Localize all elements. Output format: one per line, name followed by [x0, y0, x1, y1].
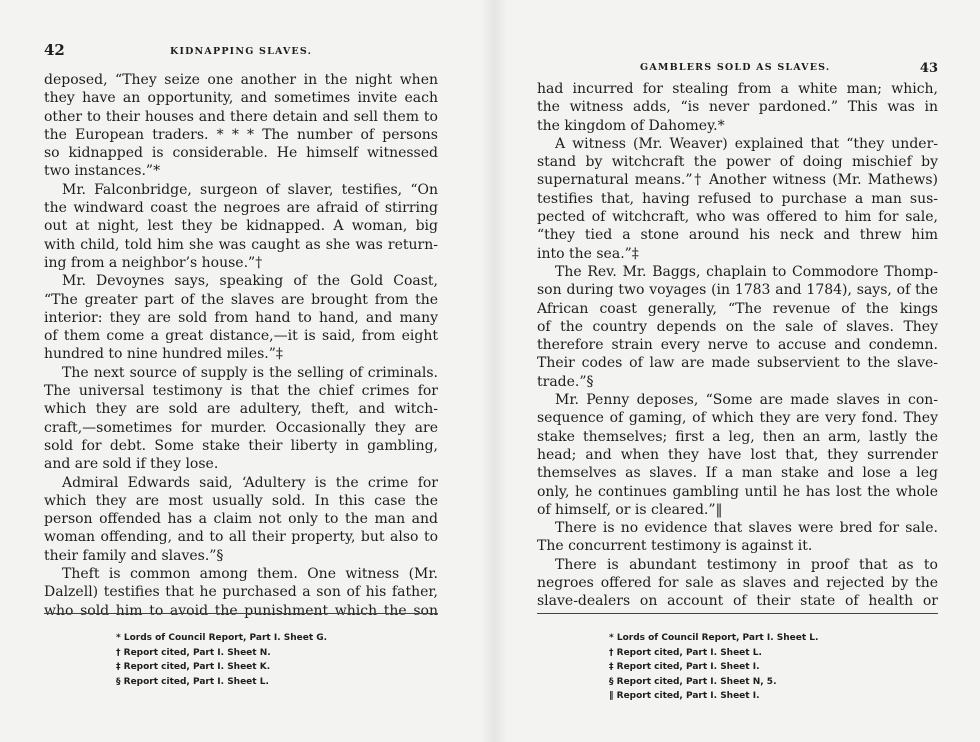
footnote: * Lords of Council Report, Part I. Sheet G. — [116, 633, 328, 643]
right-footnotes — [609, 631, 938, 704]
right-page-body — [537, 80, 938, 611]
text-line: negroes offered for sale as slaves and rejected by the — [537, 575, 938, 592]
text-line: Admiral Edwards said, ‘Adultery is the crime for — [62, 474, 438, 491]
left-page-body — [44, 71, 438, 620]
text-line: There is no evidence that slaves were bred for sale. — [555, 520, 938, 537]
footnote: ‖ Report cited, Part I. Sheet I. — [609, 691, 760, 702]
right-page-header — [537, 41, 938, 76]
text-line: interior: they are sold from hand to hand, and many — [44, 309, 438, 326]
text-line: their family and slaves.”§ — [44, 547, 224, 564]
text-line: the kingdom of Dahomey.* — [537, 117, 725, 134]
text-line: themselves as slaves. If a man stake and lose a leg — [537, 465, 938, 482]
left-page-header — [44, 41, 438, 61]
text-line: The universal testimony is that the chief crimes for — [44, 383, 438, 400]
text-line: sequence of gaming, of which they are very fond. They — [537, 410, 938, 427]
text-line: African coast generally, “The revenue of the kings — [537, 300, 938, 317]
text-line: into the sea.”‡ — [537, 245, 639, 262]
footnote: ‡ Report cited, Part I. Sheet K. — [116, 662, 271, 673]
text-line: pected of witchcraft, who was offered to him for sale, — [537, 209, 938, 226]
text-line: who sold him to avoid the punishment which the son — [44, 602, 438, 619]
footnote: † Report cited, Part I. Sheet L. — [609, 647, 762, 658]
text-line: The next source of supply is the selling of criminals. — [62, 364, 438, 381]
footnote: § Report cited, Part I. Sheet L. — [116, 676, 269, 687]
text-line: had incurred for stealing from a white man; which, — [537, 81, 938, 97]
text-line: only, he continues gambling until he has lost the whole — [537, 483, 938, 500]
right-running-title: GAMBLERS SOLD AS SLAVES. — [640, 62, 831, 73]
text-line: the windward coast the negroes are afraid of stirring — [44, 200, 438, 217]
text-line: two instances.”* — [44, 163, 161, 180]
left-running-title: KIDNAPPING SLAVES. — [170, 46, 313, 57]
text-line: trade.”§ — [537, 373, 594, 390]
text-line: testifies that, having refused to purchase a man sus- — [537, 190, 938, 207]
text-line: woman offending, and to all their property, but also to — [44, 529, 438, 546]
text-line: which they are most usually sold. In this case the — [44, 492, 438, 509]
text-line: ing from a neighbor’s house.”† — [44, 254, 263, 271]
right-page — [537, 0, 938, 742]
text-line: out at night, lest they be kidnapped. A woman, big — [44, 218, 438, 235]
footnote: † Report cited, Part I. Sheet N. — [116, 647, 271, 658]
text-line: The Rev. Mr. Baggs, chaplain to Commodore Thomp- — [555, 263, 938, 280]
text-line: which they are sold are adultery, theft, and witch- — [44, 401, 438, 418]
text-line: they have an opportunity, and sometimes invite each — [44, 90, 438, 107]
text-line: sold for debt. Some stake their liberty in gambling, — [44, 437, 438, 454]
footnote: ‡ Report cited, Part I. Sheet I. — [609, 662, 760, 673]
text-line: other to their houses and there detain and sell them to — [44, 108, 438, 125]
text-line: head; and when they have lost that, they surrender — [537, 446, 938, 463]
text-line: person offended has a claim not only to the man and — [44, 511, 438, 528]
right-page-number: 43 — [919, 61, 938, 76]
text-line: Their codes of law are made subservient to the slave- — [537, 355, 938, 372]
text-line: and are sold if they lose. — [44, 456, 219, 473]
text-line: the European traders. * * * The number of persons — [44, 126, 438, 143]
text-line: hundred to nine hundred miles.”‡ — [44, 346, 283, 363]
left-page — [44, 0, 438, 742]
footnote: § Report cited, Part I. Sheet N, 5. — [609, 676, 777, 687]
text-line: son during two voyages (in 1783 and 1784), says, of the — [537, 282, 938, 299]
text-line: stake themselves; first a leg, then an arm, lastly the — [537, 428, 938, 445]
text-line: Mr. Penny deposes, “Some are made slaves in con- — [555, 392, 938, 409]
text-line: of himself, or is cleared.”‖ — [537, 501, 723, 518]
text-line: therefore strain every nerve to accuse and condemn. — [537, 337, 938, 354]
footnote-rule — [44, 613, 438, 614]
footnote-rule — [537, 613, 938, 614]
text-line: Theft is common among them. One witness (Mr. — [62, 566, 438, 583]
text-line: supernatural means.”† Another witness (Mr. Mathews) — [537, 172, 938, 189]
text-line: slave-dealers on account of their state of health or — [537, 593, 938, 610]
text-line: There is abundant testimony in proof that as to — [555, 556, 938, 573]
text-line: with child, told him she was caught as she was return- — [44, 236, 438, 253]
text-line: of the country depends on the sale of slaves. They — [537, 318, 938, 335]
text-line: the witness adds, “is never pardoned.” This was in — [537, 99, 938, 116]
left-page-number: 42 — [44, 41, 65, 59]
text-line: deposed, “They seize one another in the night when — [44, 72, 438, 88]
left-footnotes — [116, 631, 438, 689]
text-line: A witness (Mr. Weaver) explained that “they under- — [555, 135, 938, 152]
text-line: Dalzell) testifies that he purchased a son of his father, — [44, 584, 438, 601]
text-line: Mr. Falconbridge, surgeon of slaver, testifies, “On — [62, 181, 438, 198]
text-line: The concurrent testimony is against it. — [537, 538, 813, 555]
text-line: of them come a great distance,—it is said, from eight — [44, 328, 438, 345]
text-line: “they tied a stone around his neck and threw him — [537, 227, 938, 244]
text-line: stand by witchcraft the power of doing mischief by — [537, 154, 938, 171]
footnote: * Lords of Council Report, Part I. Sheet L. — [609, 633, 819, 643]
book-gutter — [481, 0, 507, 742]
text-line: so kidnapped is considerable. He himself witnessed — [44, 145, 438, 162]
text-line: “The greater part of the slaves are brought from the — [44, 291, 438, 308]
text-line: Mr. Devoynes says, speaking of the Gold Coast, — [62, 273, 438, 290]
text-line: craft,—sometimes for murder. Occasionally they are — [44, 419, 438, 436]
